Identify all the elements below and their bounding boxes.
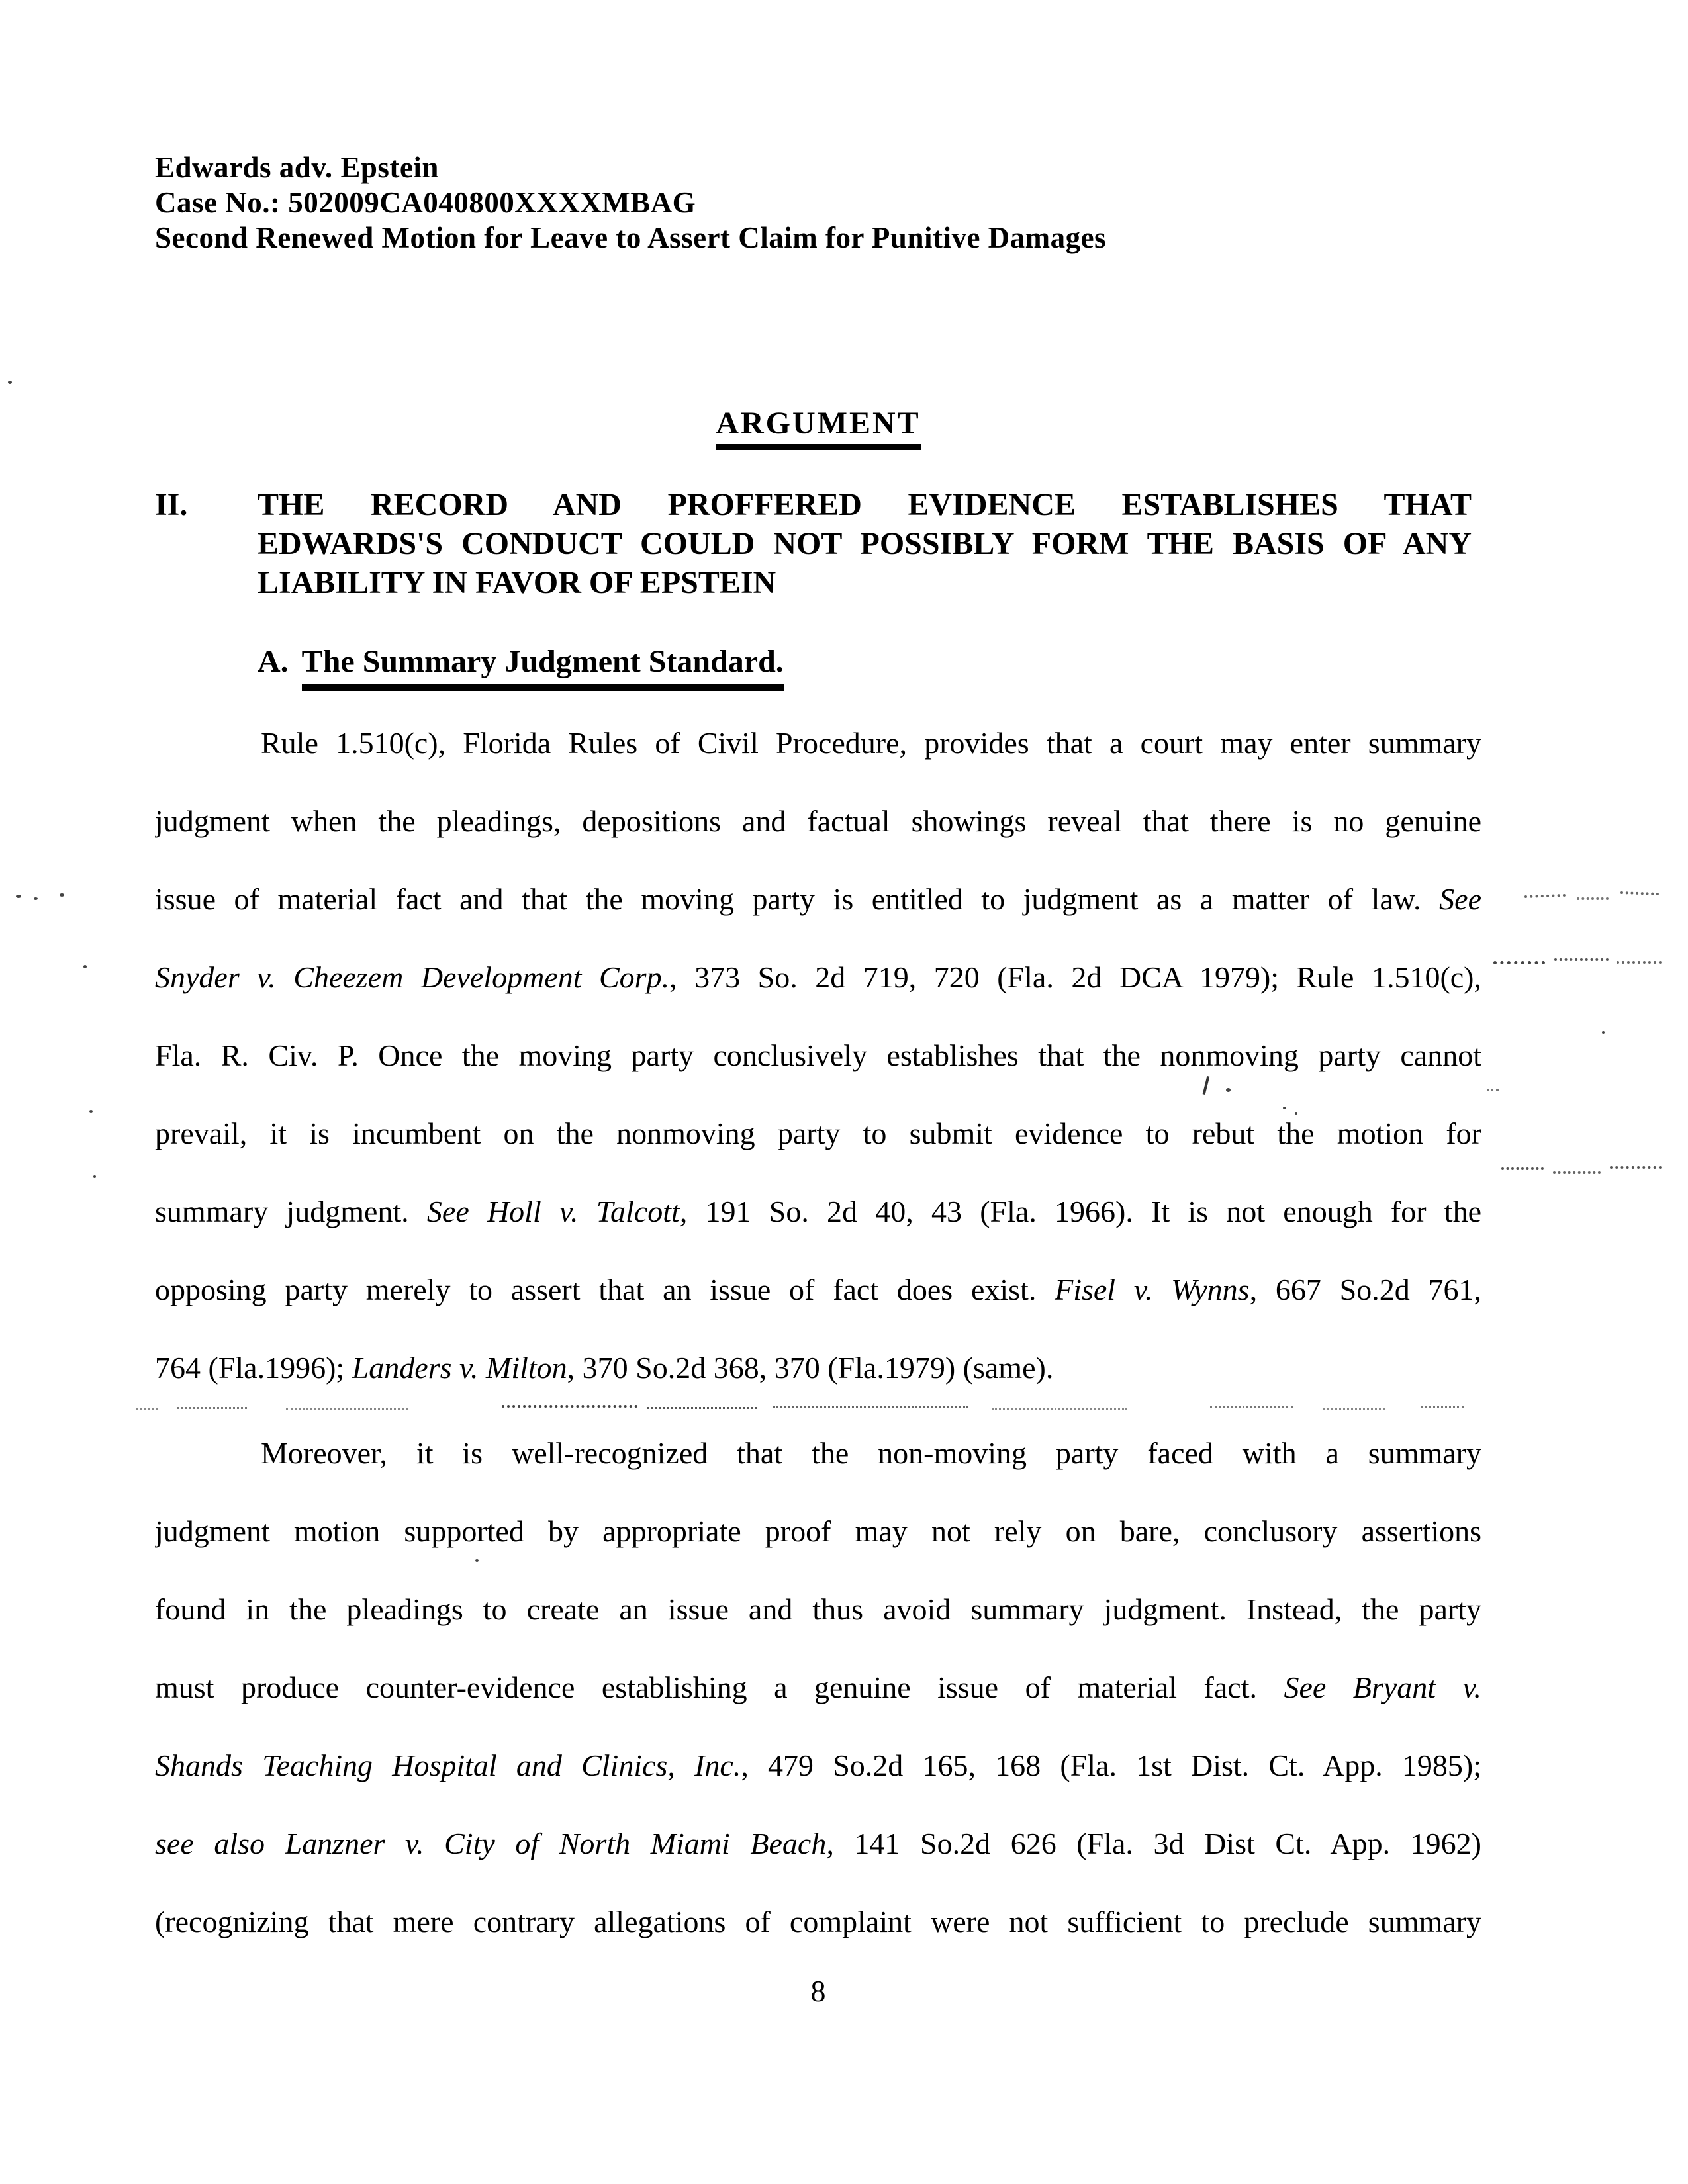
citation-text: Landers v. Milton: [352, 1351, 567, 1385]
scan-artifact: [34, 897, 38, 900]
scan-artifact: [89, 1110, 93, 1113]
text-line: [155, 1414, 1481, 1492]
body-text: prevail, it is incumbent on the nonmoving party to submit evidence to rebut the motion for: [155, 1116, 1481, 1150]
page-title: ARGUMENT: [716, 408, 920, 450]
scan-artifact: [1283, 1107, 1286, 1109]
scan-artifact: [1421, 1406, 1464, 1408]
scan-artifact: [1554, 958, 1609, 961]
scan-artifact: [1620, 891, 1659, 895]
scan-artifact: [1323, 1408, 1385, 1410]
body-text: 141 So.2d 626 (Fla. 3d Dist Ct. App. 1962): [833, 1827, 1481, 1860]
text-line: [155, 1017, 1481, 1095]
citation-text: see also Lanzner v. City of North Miami Beach,: [155, 1827, 834, 1860]
text-line: [155, 782, 1481, 860]
argument-title-row: [155, 408, 1481, 450]
case-header-motion: Second Renewed Motion for Leave to Assert Claim for Punitive Damages: [155, 221, 1107, 254]
heading-line: THE RECORD AND PROFFERED EVIDENCE ESTABLISHES THAT: [258, 487, 1472, 522]
text-line: [155, 1727, 1481, 1805]
scan-artifact: [647, 1407, 757, 1409]
case-header-number: Case No.: 502009CA040800XXXXMBAG: [155, 186, 696, 219]
text-line: [155, 1649, 1481, 1727]
body-text: judgment when the pleadings, depositions and factual showings reveal that there is no genuine: [155, 804, 1481, 838]
body-text: (recognizing that mere contrary allegations of complaint were not sufficient to preclude summary: [155, 1905, 1481, 1938]
scan-artifact: [992, 1408, 1127, 1410]
scan-artifact: [502, 1405, 637, 1408]
scan-artifact: [177, 1407, 247, 1409]
body-text: judgment motion supported by appropriate proof may not rely on bare, conclusory assertions: [155, 1514, 1481, 1548]
paragraph: [155, 1414, 1481, 1961]
scan-artifact: [1210, 1406, 1293, 1408]
scan-artifact: [475, 1559, 479, 1562]
case-header-party: Edwards adv. Epstein: [155, 151, 439, 184]
body-text: summary judgment.: [155, 1195, 427, 1228]
paragraphs: [155, 704, 1481, 1961]
scan-artifact: [136, 1408, 158, 1410]
body-text: 764 (Fla.1996);: [155, 1351, 352, 1385]
body-text: Fla. R. Civ. P. Once the moving party conclusively establishes that the nonmoving party cannot: [155, 1038, 1481, 1072]
body-text: must produce counter-evidence establishing a genuine issue of material fact.: [155, 1670, 1284, 1704]
scan-artifact: [1487, 1089, 1499, 1091]
scan-artifact: [1501, 1167, 1544, 1170]
text-line: [155, 1251, 1481, 1329]
heading-line: EDWARDS'S CONDUCT COULD NOT POSSIBLY FORM THE BASIS OF ANY: [258, 526, 1472, 561]
body-text: , 370 So.2d 368, 370 (Fla.1979) (same).: [567, 1351, 1054, 1385]
scan-artifact: [1524, 894, 1566, 898]
scan-artifact: [1493, 961, 1545, 964]
scan-artifact: [93, 1175, 96, 1178]
scan-artifact: [60, 893, 64, 897]
text-line: [155, 704, 1481, 782]
subsection-label: A.: [258, 644, 289, 679]
scan-artifact: [773, 1406, 968, 1408]
case-header: [155, 150, 1280, 255]
scan-artifact: [16, 895, 21, 898]
citation-text: See Holl v. Talcott,: [426, 1195, 688, 1228]
body-text: , 479 So.2d 165, 168 (Fla. 1st Dist. Ct. App. 1985);: [741, 1749, 1481, 1782]
scan-artifact: [8, 381, 12, 384]
scan-artifact: [1577, 897, 1609, 900]
section-number: II.: [155, 487, 188, 522]
text-line: [155, 1492, 1481, 1570]
text-line: [155, 1805, 1481, 1883]
body-text: , 667 So.2d 761,: [1249, 1273, 1481, 1306]
citation-text: See Bryant v.: [1284, 1670, 1481, 1704]
body-text: opposing party merely to assert that an issue of fact does exist.: [155, 1273, 1055, 1306]
text-line: [155, 1095, 1481, 1173]
citation-text: Shands Teaching Hospital and Clinics, Inc.: [155, 1749, 741, 1782]
body-text: issue of material fact and that the moving party is entitled to judgment as a matter of law.: [155, 882, 1440, 916]
paragraph: [155, 704, 1481, 1407]
text-line: [155, 1173, 1481, 1251]
text-line: [155, 938, 1481, 1017]
body-text: Rule 1.510(c), Florida Rules of Civil Procedure, provides that a court may enter summary: [261, 726, 1481, 760]
scan-artifact: [1553, 1171, 1601, 1174]
scan-artifact: [1617, 961, 1662, 964]
scan-artifact: [1295, 1112, 1297, 1115]
section-heading: [258, 485, 1472, 602]
scan-artifact: [1610, 1166, 1662, 1169]
citation-text: Fisel v. Wynns: [1055, 1273, 1250, 1306]
subsection-heading: [258, 645, 784, 680]
text-line: [155, 860, 1481, 938]
subsection-title: The Summary Judgment Standard.: [302, 644, 784, 691]
body-text: found in the pleadings to create an issue and thus avoid summary judgment. Instead, the party: [155, 1592, 1481, 1626]
body-text: , 373 So. 2d 719, 720 (Fla. 2d DCA 1979); Rule 1.510(c),: [669, 960, 1481, 994]
citation-text: See: [1439, 882, 1481, 916]
page-number: 8: [810, 1974, 826, 2008]
text-line: [155, 1329, 1481, 1407]
text-line: [155, 1883, 1481, 1961]
body-text: 191 So. 2d 40, 43 (Fla. 1966). It is not enough for the: [687, 1195, 1481, 1228]
scan-artifact: [1602, 1031, 1605, 1034]
scan-artifact: [286, 1408, 408, 1410]
scan-artifact: [83, 965, 87, 968]
citation-text: Snyder v. Cheezem Development Corp.: [155, 960, 670, 994]
text-line: [155, 1570, 1481, 1649]
heading-line: LIABILITY IN FAVOR OF EPSTEIN: [258, 565, 776, 600]
body-text: Moreover, it is well-recognized that the non-moving party faced with a summary: [261, 1436, 1481, 1470]
scan-artifact: [1226, 1088, 1231, 1092]
